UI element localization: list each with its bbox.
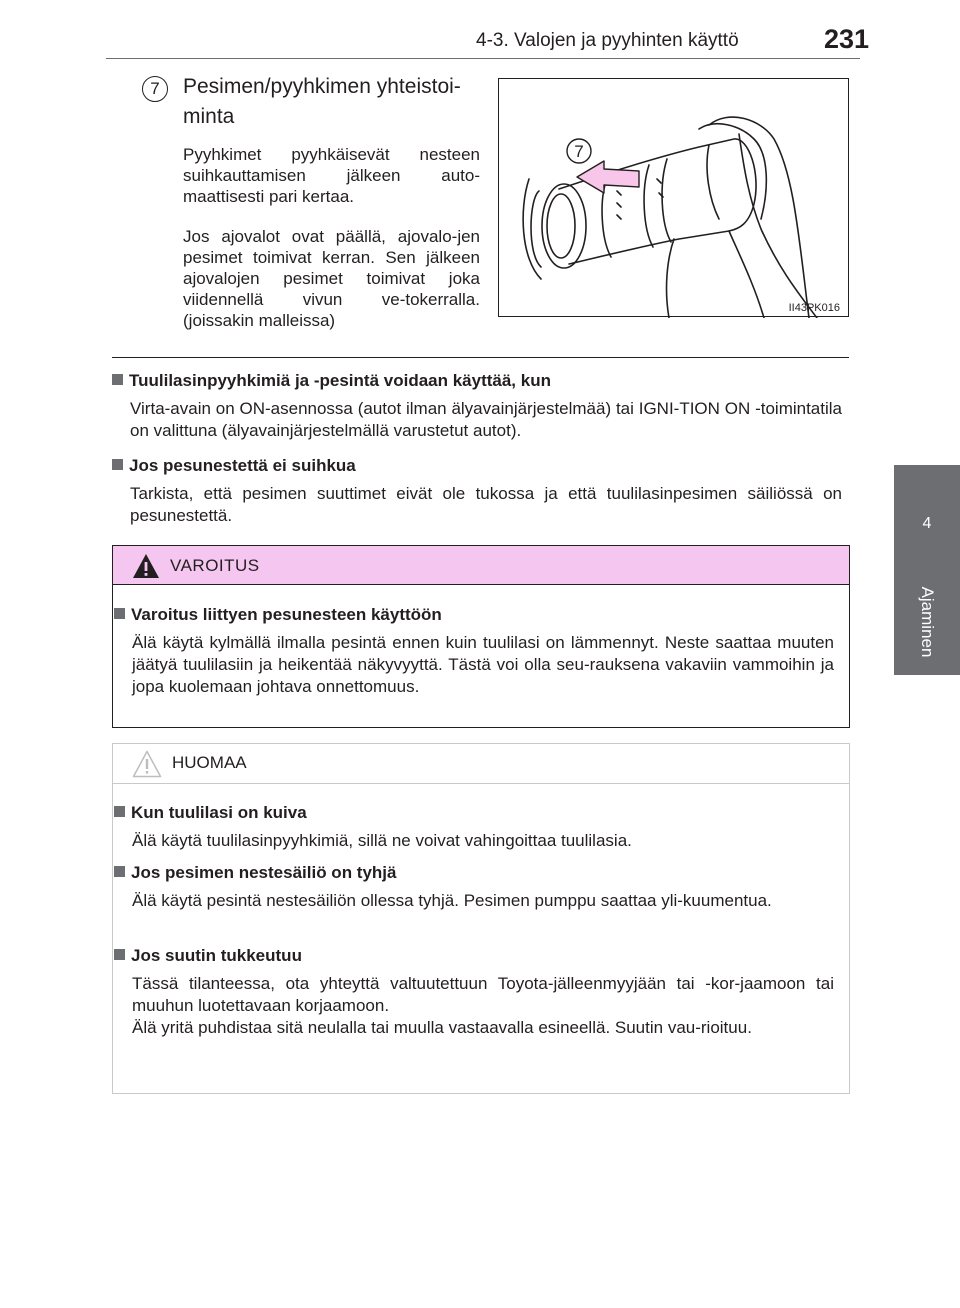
caution-item-2 bbox=[114, 862, 834, 912]
bullet-square-icon bbox=[112, 374, 123, 385]
caution-item-2-body: Älä käytä pesintä nestesäiliön ollessa tyhjä. Pesimen pumppu saattaa yli-kuumentua. bbox=[132, 891, 772, 910]
caution-header-rule bbox=[113, 783, 849, 784]
chapter-tab-number: 4 bbox=[922, 515, 932, 532]
bullet-square-icon bbox=[114, 806, 125, 817]
illustration-code: II43PK016 bbox=[788, 302, 840, 314]
note-2-body: Tarkista, että pesimen suuttimet eivät ole tukossa ja että tuulilasinpesimen säiliössä on pesunestettä. bbox=[130, 484, 842, 525]
section-title: 4-3. Valojen ja pyyhinten käyttö bbox=[476, 30, 739, 51]
note-1-heading: Tuulilasinpyyhkimiä ja -pesintä voidaan käyttää, kun bbox=[129, 371, 551, 390]
caution-item-3-heading: Jos suutin tukkeutuu bbox=[131, 946, 302, 965]
caution-title: HUOMAA bbox=[172, 753, 247, 772]
section-divider bbox=[112, 357, 849, 358]
item-paragraph-1: Pyyhkimet pyyhkäisevät nesteen suihkauttamisen jälkeen auto-maattisesti pari kertaa. bbox=[183, 145, 480, 206]
bullet-square-icon bbox=[114, 608, 125, 619]
item-paragraph-2: Jos ajovalot ovat päällä, ajovalo-jen pesimet toimivat kerran. Sen jälkeen ajovalojen pesimet toimivat joka viidennellä vivun ve-tokerralla. (joissakin malleissa) bbox=[183, 227, 480, 330]
item-title: Pesimen/pyyhkimen yhteistoi-minta bbox=[183, 75, 461, 128]
note-2-heading: Jos pesunestettä ei suihkua bbox=[129, 456, 356, 475]
page-number: 231 bbox=[824, 24, 870, 54]
bullet-square-icon bbox=[112, 459, 123, 470]
note-1 bbox=[112, 370, 842, 442]
warning-title: VAROITUS bbox=[170, 556, 260, 575]
item-number-badge: 7 bbox=[142, 76, 168, 102]
caution-item-2-heading: Jos pesimen nestesäiliö on tyhjä bbox=[131, 863, 397, 882]
wiper-lever-illustration bbox=[498, 78, 849, 317]
caution-item-3-body: Tässä tilanteessa, ota yhteyttä valtuutettuun Toyota-jälleenmyyjään tai -kor-jaamoon tai muuhun luotettavaan korjaamoon. bbox=[132, 974, 834, 1015]
bullet-square-icon bbox=[114, 949, 125, 960]
lever-drawing bbox=[499, 79, 850, 318]
warning-triangle-icon bbox=[132, 553, 160, 579]
warning-heading: Varoitus liittyen pesunesteen käyttöön bbox=[131, 605, 442, 624]
note-1-body: Virta-avain on ON-asennossa (autot ilman älyavainjärjestelmää) tai IGNI-TION ON -toimintatila on valittuna (älyavainjärjestelmällä varustetut autot). bbox=[130, 399, 842, 440]
caution-item-1-body: Älä käytä tuulilasinpyyhkimiä, sillä ne voivat vahingoittaa tuulilasia. bbox=[132, 831, 632, 850]
bullet-square-icon bbox=[114, 866, 125, 877]
note-2 bbox=[112, 455, 842, 527]
caution-item-3 bbox=[114, 945, 834, 1039]
warning-content bbox=[114, 604, 834, 698]
caution-triangle-icon bbox=[132, 750, 162, 778]
header-rule bbox=[106, 58, 860, 59]
caution-item-3-body-2: Älä yritä puhdistaa sitä neulalla tai muulla vastaavalla esineellä. Suutin vau-rioituu. bbox=[132, 1018, 752, 1037]
caution-item-1-heading: Kun tuulilasi on kuiva bbox=[131, 803, 307, 822]
caution-box bbox=[112, 743, 850, 1094]
callout-number: 7 bbox=[574, 142, 584, 161]
chapter-tab-label: Ajaminen bbox=[918, 586, 937, 658]
warning-body: Älä käytä kylmällä ilmalla pesintä ennen kuin tuulilasi on lämmennyt. Neste saattaa muuten jäätyä tuulilasiin ja heikentää näkyvyyttä. Tästä voi olla seu-rauksena vakaviin vammoihin ja jopa kuolemaan johtava onnettomuus. bbox=[132, 633, 834, 696]
caution-item-1 bbox=[114, 802, 834, 852]
